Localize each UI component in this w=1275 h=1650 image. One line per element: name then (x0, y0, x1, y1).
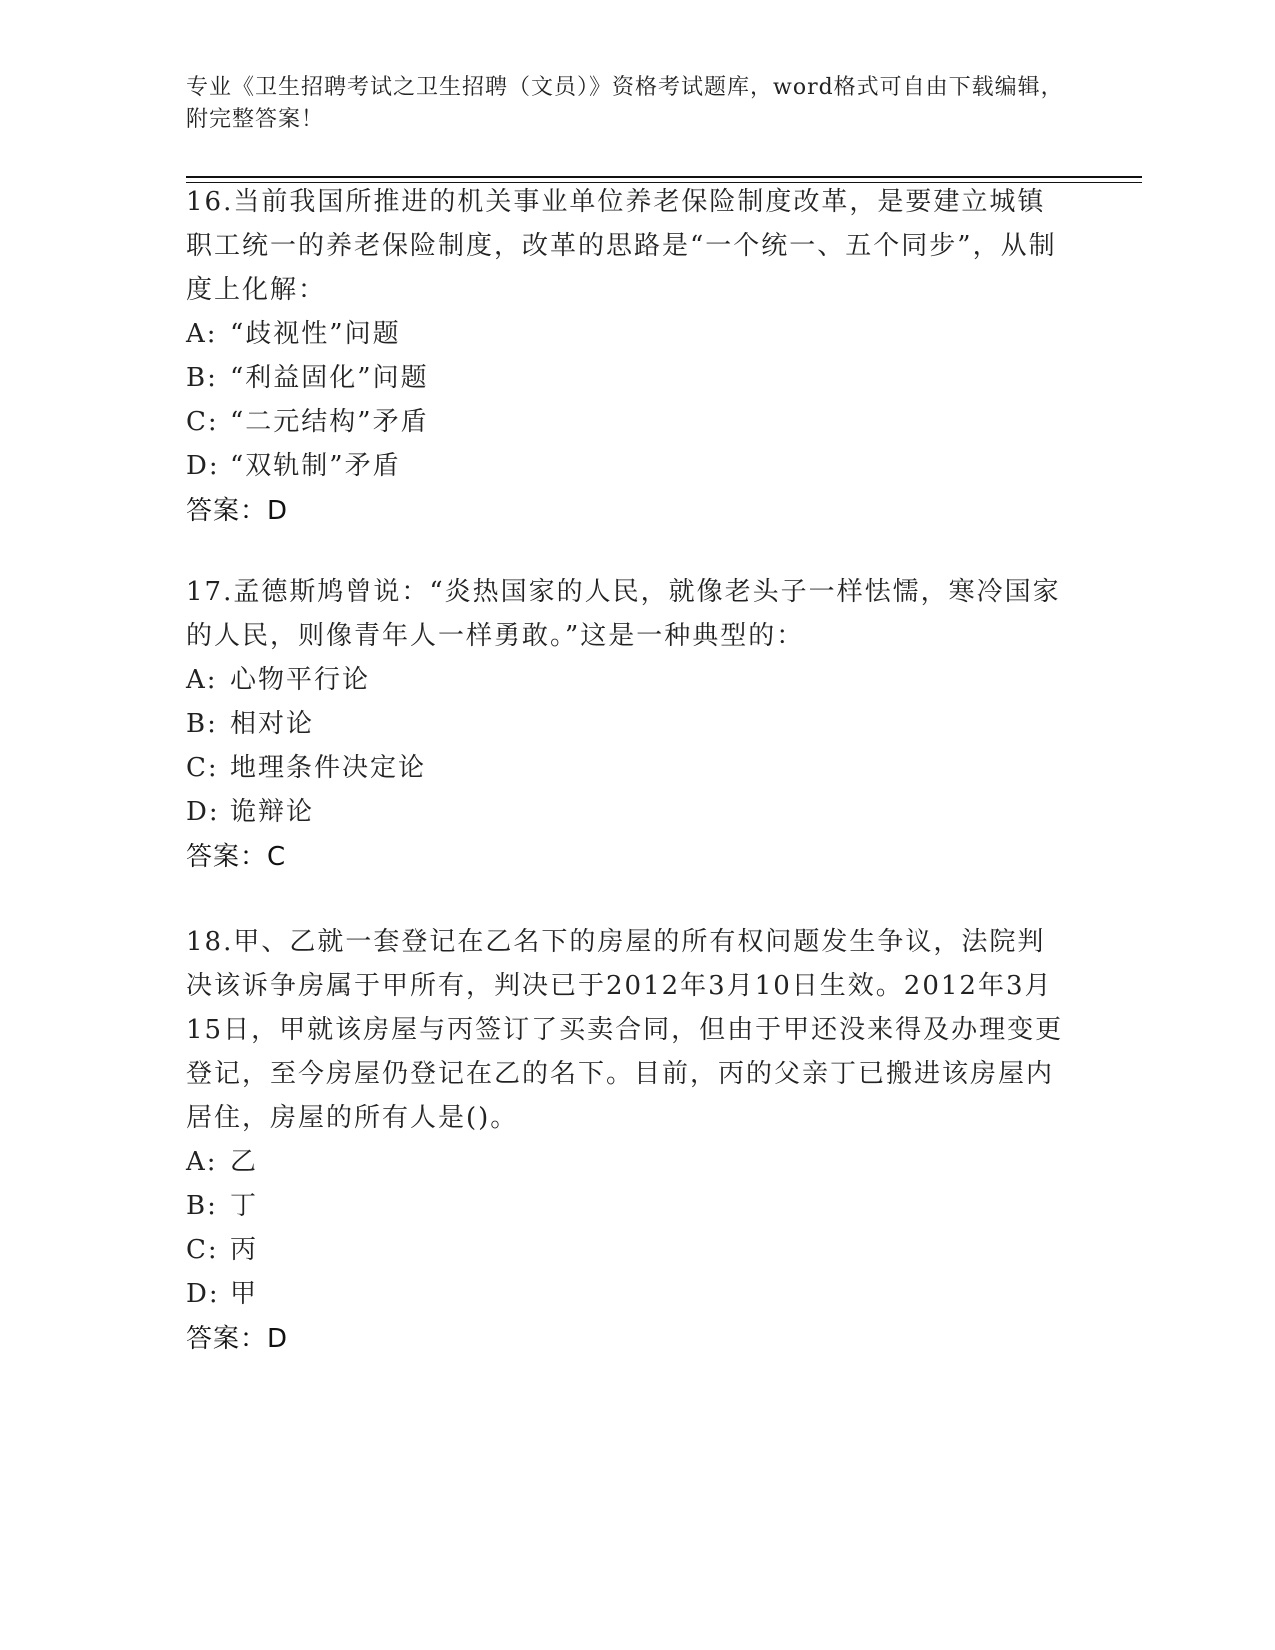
question-16 (186, 180, 1066, 534)
option-text: 甲 (230, 1279, 259, 1309)
option-label: D: (186, 1279, 220, 1309)
option-text: “二元结构”矛盾 (230, 407, 429, 437)
header-divider (186, 176, 1142, 178)
option-label: B: (186, 709, 218, 739)
option-b (186, 356, 1066, 400)
option-label: D: (186, 451, 220, 481)
option-text: 心物平行论 (230, 665, 371, 695)
option-c (186, 400, 1066, 444)
option-d (186, 1272, 1066, 1316)
option-label: D: (186, 797, 220, 827)
option-label: C: (186, 753, 219, 783)
answer: 答案：D (186, 496, 289, 526)
question-17 (186, 570, 1066, 880)
option-label: A: (186, 319, 218, 349)
option-text: 乙 (230, 1147, 259, 1177)
option-label: A: (186, 665, 218, 695)
option-label: C: (186, 1235, 219, 1265)
answer: 答案：D (186, 1324, 289, 1354)
answer: 答案：C (186, 842, 287, 872)
question-stem: 18.甲、乙就一套登记在乙名下的房屋的所有权问题发生争议，法院判决该诉争房属于甲所有，判决已于2012年3月10日生效。2012年3月15日，甲就该房屋与丙签订了买卖合同，但由于甲还没来得及办理变更登记，至今房屋仍登记在乙的名下。目前，丙的父亲丁已搬进该房屋内居住，房屋的所有人是()。 (186, 927, 1064, 1133)
option-text: 诡辩论 (230, 797, 315, 827)
option-c (186, 1228, 1066, 1272)
option-text: 地理条件决定论 (230, 753, 427, 783)
option-d (186, 444, 1066, 488)
option-label: A: (186, 1147, 218, 1177)
option-b (186, 1184, 1066, 1228)
option-text: 丁 (230, 1191, 259, 1221)
option-c (186, 746, 1066, 790)
option-text: “利益固化”问题 (230, 363, 429, 393)
option-text: “歧视性”问题 (230, 319, 401, 349)
option-b (186, 702, 1066, 746)
question-18 (186, 920, 1066, 1362)
option-label: B: (186, 363, 218, 393)
document-intro: 专业《卫生招聘考试之卫生招聘（文员）》资格考试题库，word格式可自由下载编辑，附完整答案！ (186, 75, 1064, 132)
option-a (186, 312, 1066, 356)
option-text: “双轨制”矛盾 (230, 451, 401, 481)
option-d (186, 790, 1066, 834)
question-stem: 17.孟德斯鸠曾说：“炎热国家的人民，就像老头子一样怯懦，寒冷国家的人民，则像青年人一样勇敢。”这是一种典型的： (186, 577, 1061, 651)
option-label: B: (186, 1191, 218, 1221)
option-text: 丙 (230, 1235, 259, 1265)
option-a (186, 1140, 1066, 1184)
option-text: 相对论 (230, 709, 315, 739)
option-label: C: (186, 407, 219, 437)
question-stem: 16.当前我国所推进的机关事业单位养老保险制度改革，是要建立城镇职工统一的养老保险制度，改革的思路是“一个统一、五个同步”，从制度上化解： (186, 187, 1057, 305)
option-a (186, 658, 1066, 702)
